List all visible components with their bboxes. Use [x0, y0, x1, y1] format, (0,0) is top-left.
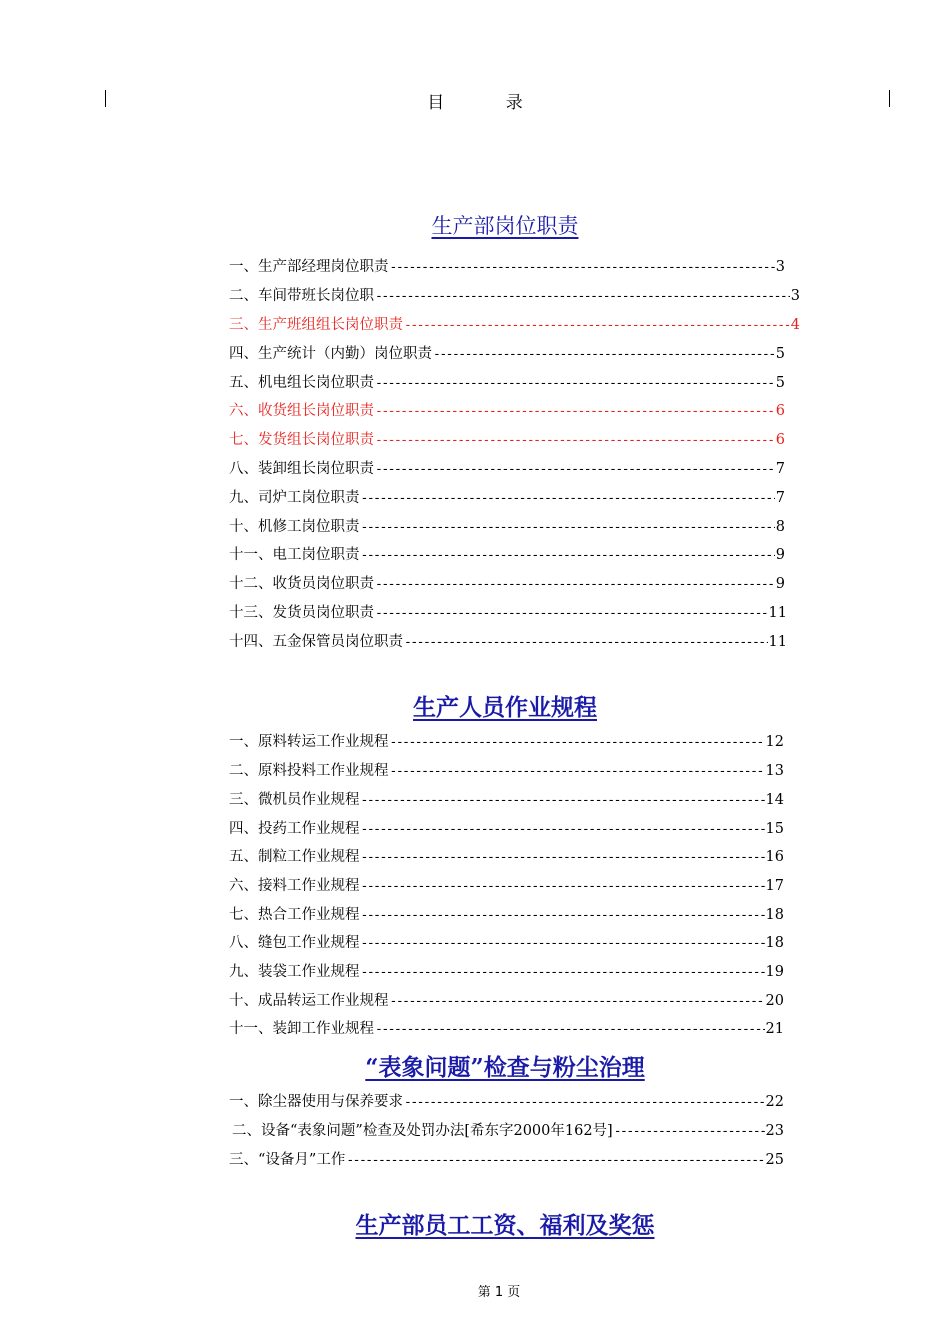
- toc-leader: [375, 574, 775, 596]
- section-title-job-duties[interactable]: 生产部岗位职责: [431, 214, 579, 238]
- toc-entry[interactable]: [229, 429, 785, 451]
- toc-page-number: 8: [775, 519, 785, 535]
- toc-leader: [390, 991, 765, 1013]
- toc-entry[interactable]: [229, 516, 785, 538]
- toc-entry-label: 一、除尘器使用与保养要求: [229, 1094, 403, 1110]
- toc-leader: [375, 459, 775, 481]
- toc-page-number: 15: [765, 821, 784, 837]
- toc-entry[interactable]: [229, 731, 784, 753]
- toc-entry[interactable]: [229, 1091, 784, 1113]
- toc-leader: [361, 790, 765, 812]
- toc-entry[interactable]: [229, 400, 785, 422]
- toc-page-number: 4: [790, 317, 800, 333]
- toc-entry-label: 三、“设备月”工作: [229, 1152, 346, 1168]
- toc-page-number: 17: [765, 878, 784, 894]
- toc-entry[interactable]: [229, 544, 785, 566]
- section-title-inspection-dust-control[interactable]: “表象问题”检查与粉尘治理: [365, 1054, 645, 1081]
- toc-entry-label: 七、发货组长岗位职责: [229, 432, 374, 448]
- toc-entry-label: 二、设备“表象问题”检查及处罚办法[希东字2000年162号]: [232, 1123, 613, 1139]
- toc-page-number: 7: [775, 461, 785, 477]
- toc-entry-label: 十、机修工岗位职责: [229, 519, 360, 535]
- toc-page-number: 3: [790, 288, 800, 304]
- toc-page-number: 11: [768, 634, 787, 650]
- toc-page-number: 18: [765, 935, 784, 951]
- toc-entry[interactable]: [229, 818, 784, 840]
- toc-page-number: 12: [765, 734, 784, 750]
- page-number-footer: 第 1 页: [477, 1285, 521, 1300]
- toc-leader: [361, 819, 765, 841]
- toc-entry-label: 七、热合工作业规程: [229, 907, 360, 923]
- toc-leader: [614, 1121, 765, 1143]
- toc-entry[interactable]: [229, 573, 785, 595]
- toc-entry-label: 四、生产统计（内勤）岗位职责: [229, 346, 432, 362]
- toc-entry-label: 四、投药工作业规程: [229, 821, 360, 837]
- toc-entry[interactable]: [229, 760, 784, 782]
- toc-leader: [375, 1019, 765, 1041]
- toc-leader: [361, 962, 765, 984]
- toc-entry[interactable]: [229, 631, 787, 653]
- toc-page-number: 5: [775, 346, 785, 362]
- toc-entry-label: 十一、装卸工作业规程: [229, 1021, 374, 1037]
- toc-entry-label: 十二、收货员岗位职责: [229, 576, 374, 592]
- toc-leader: [375, 401, 775, 423]
- toc-page-number: 5: [775, 375, 785, 391]
- section-title-work-procedures[interactable]: 生产人员作业规程: [413, 694, 597, 721]
- toc-leader: [390, 732, 765, 754]
- toc-entry-label: 一、原料转运工作业规程: [229, 734, 389, 750]
- toc-leader: [346, 1150, 764, 1172]
- toc-page-number: 11: [768, 605, 787, 621]
- toc-page-number: 3: [775, 259, 785, 275]
- toc-entry[interactable]: [232, 1120, 784, 1142]
- toc-page-number: 6: [775, 403, 785, 419]
- toc-entry-label: 八、装卸组长岗位职责: [229, 461, 374, 477]
- section-title-wages-benefits[interactable]: 生产部员工工资、福利及奖惩: [355, 1212, 655, 1239]
- toc-entry-label: 三、微机员作业规程: [229, 792, 360, 808]
- toc-entry[interactable]: [229, 846, 784, 868]
- toc-entry[interactable]: [229, 458, 785, 480]
- toc-leader: [390, 761, 765, 783]
- toc-entry-label: 二、车间带班长岗位职: [229, 288, 374, 304]
- toc-entry[interactable]: [229, 372, 785, 394]
- toc-leader: [375, 286, 790, 308]
- toc-entry-label: 一、生产部经理岗位职责: [229, 259, 389, 275]
- toc-leader: [404, 315, 790, 337]
- toc-page-number: 18: [765, 907, 784, 923]
- toc-entry-label: 八、缝包工作业规程: [229, 935, 360, 951]
- toc-entry-label: 二、原料投料工作业规程: [229, 763, 389, 779]
- toc-leader: [433, 344, 775, 366]
- toc-leader: [361, 545, 775, 567]
- toc-entry-label: 五、机电组长岗位职责: [229, 375, 374, 391]
- toc-page-number: 22: [765, 1094, 784, 1110]
- toc-entry[interactable]: [229, 932, 784, 954]
- toc-leader: [404, 1092, 765, 1114]
- toc-entry[interactable]: [229, 961, 784, 983]
- toc-entry[interactable]: [229, 875, 784, 897]
- toc-leader: [361, 488, 775, 510]
- toc-entry-label: 十一、电工岗位职责: [229, 547, 360, 563]
- toc-entry[interactable]: [229, 990, 784, 1012]
- toc-leader: [390, 257, 775, 279]
- toc-entry[interactable]: [229, 343, 785, 365]
- toc-entry[interactable]: [229, 789, 784, 811]
- toc-page-number: 19: [765, 964, 784, 980]
- toc-entry-label: 十四、五金保管员岗位职责: [229, 634, 403, 650]
- toc-entry-label: 六、收货组长岗位职责: [229, 403, 374, 419]
- toc-entry-label: 十三、发货员岗位职责: [229, 605, 374, 621]
- toc-leader: [361, 517, 775, 539]
- toc-page-number: 23: [765, 1123, 784, 1139]
- toc-entry[interactable]: [229, 256, 785, 278]
- toc-leader: [375, 603, 768, 625]
- toc-leader: [361, 905, 765, 927]
- toc-entry[interactable]: [229, 285, 800, 307]
- toc-leader: [404, 632, 768, 654]
- toc-entry[interactable]: [229, 1018, 784, 1040]
- toc-entry-label: 十、成品转运工作业规程: [229, 993, 389, 1009]
- toc-page-number: 16: [765, 849, 784, 865]
- toc-page-number: 6: [775, 432, 785, 448]
- toc-leader: [375, 430, 775, 452]
- toc-entry-label: 九、司炉工岗位职责: [229, 490, 360, 506]
- toc-page-number: 13: [765, 763, 784, 779]
- toc-entry[interactable]: [229, 602, 787, 624]
- toc-entry[interactable]: [229, 904, 784, 926]
- toc-page-number: 21: [765, 1021, 784, 1037]
- document-title: 目 录: [427, 93, 551, 113]
- toc-page-number: 20: [765, 993, 784, 1009]
- toc-page-number: 9: [775, 576, 785, 592]
- toc-entry[interactable]: [229, 487, 785, 509]
- toc-entry-label: 九、装袋工作业规程: [229, 964, 360, 980]
- toc-leader: [361, 933, 765, 955]
- toc-page-number: 25: [765, 1152, 784, 1168]
- toc-leader: [361, 847, 765, 869]
- toc-entry-label: 六、接料工作业规程: [229, 878, 360, 894]
- toc-page-number: 7: [775, 490, 785, 506]
- toc-entry[interactable]: [229, 1149, 784, 1171]
- toc-entry[interactable]: [229, 314, 800, 336]
- toc-page-number: 14: [765, 792, 784, 808]
- toc-entry-label: 三、生产班组组长岗位职责: [229, 317, 403, 333]
- toc-leader: [361, 876, 765, 898]
- toc-page-number: 9: [775, 547, 785, 563]
- toc-entry-label: 五、制粒工作业规程: [229, 849, 360, 865]
- toc-leader: [375, 373, 775, 395]
